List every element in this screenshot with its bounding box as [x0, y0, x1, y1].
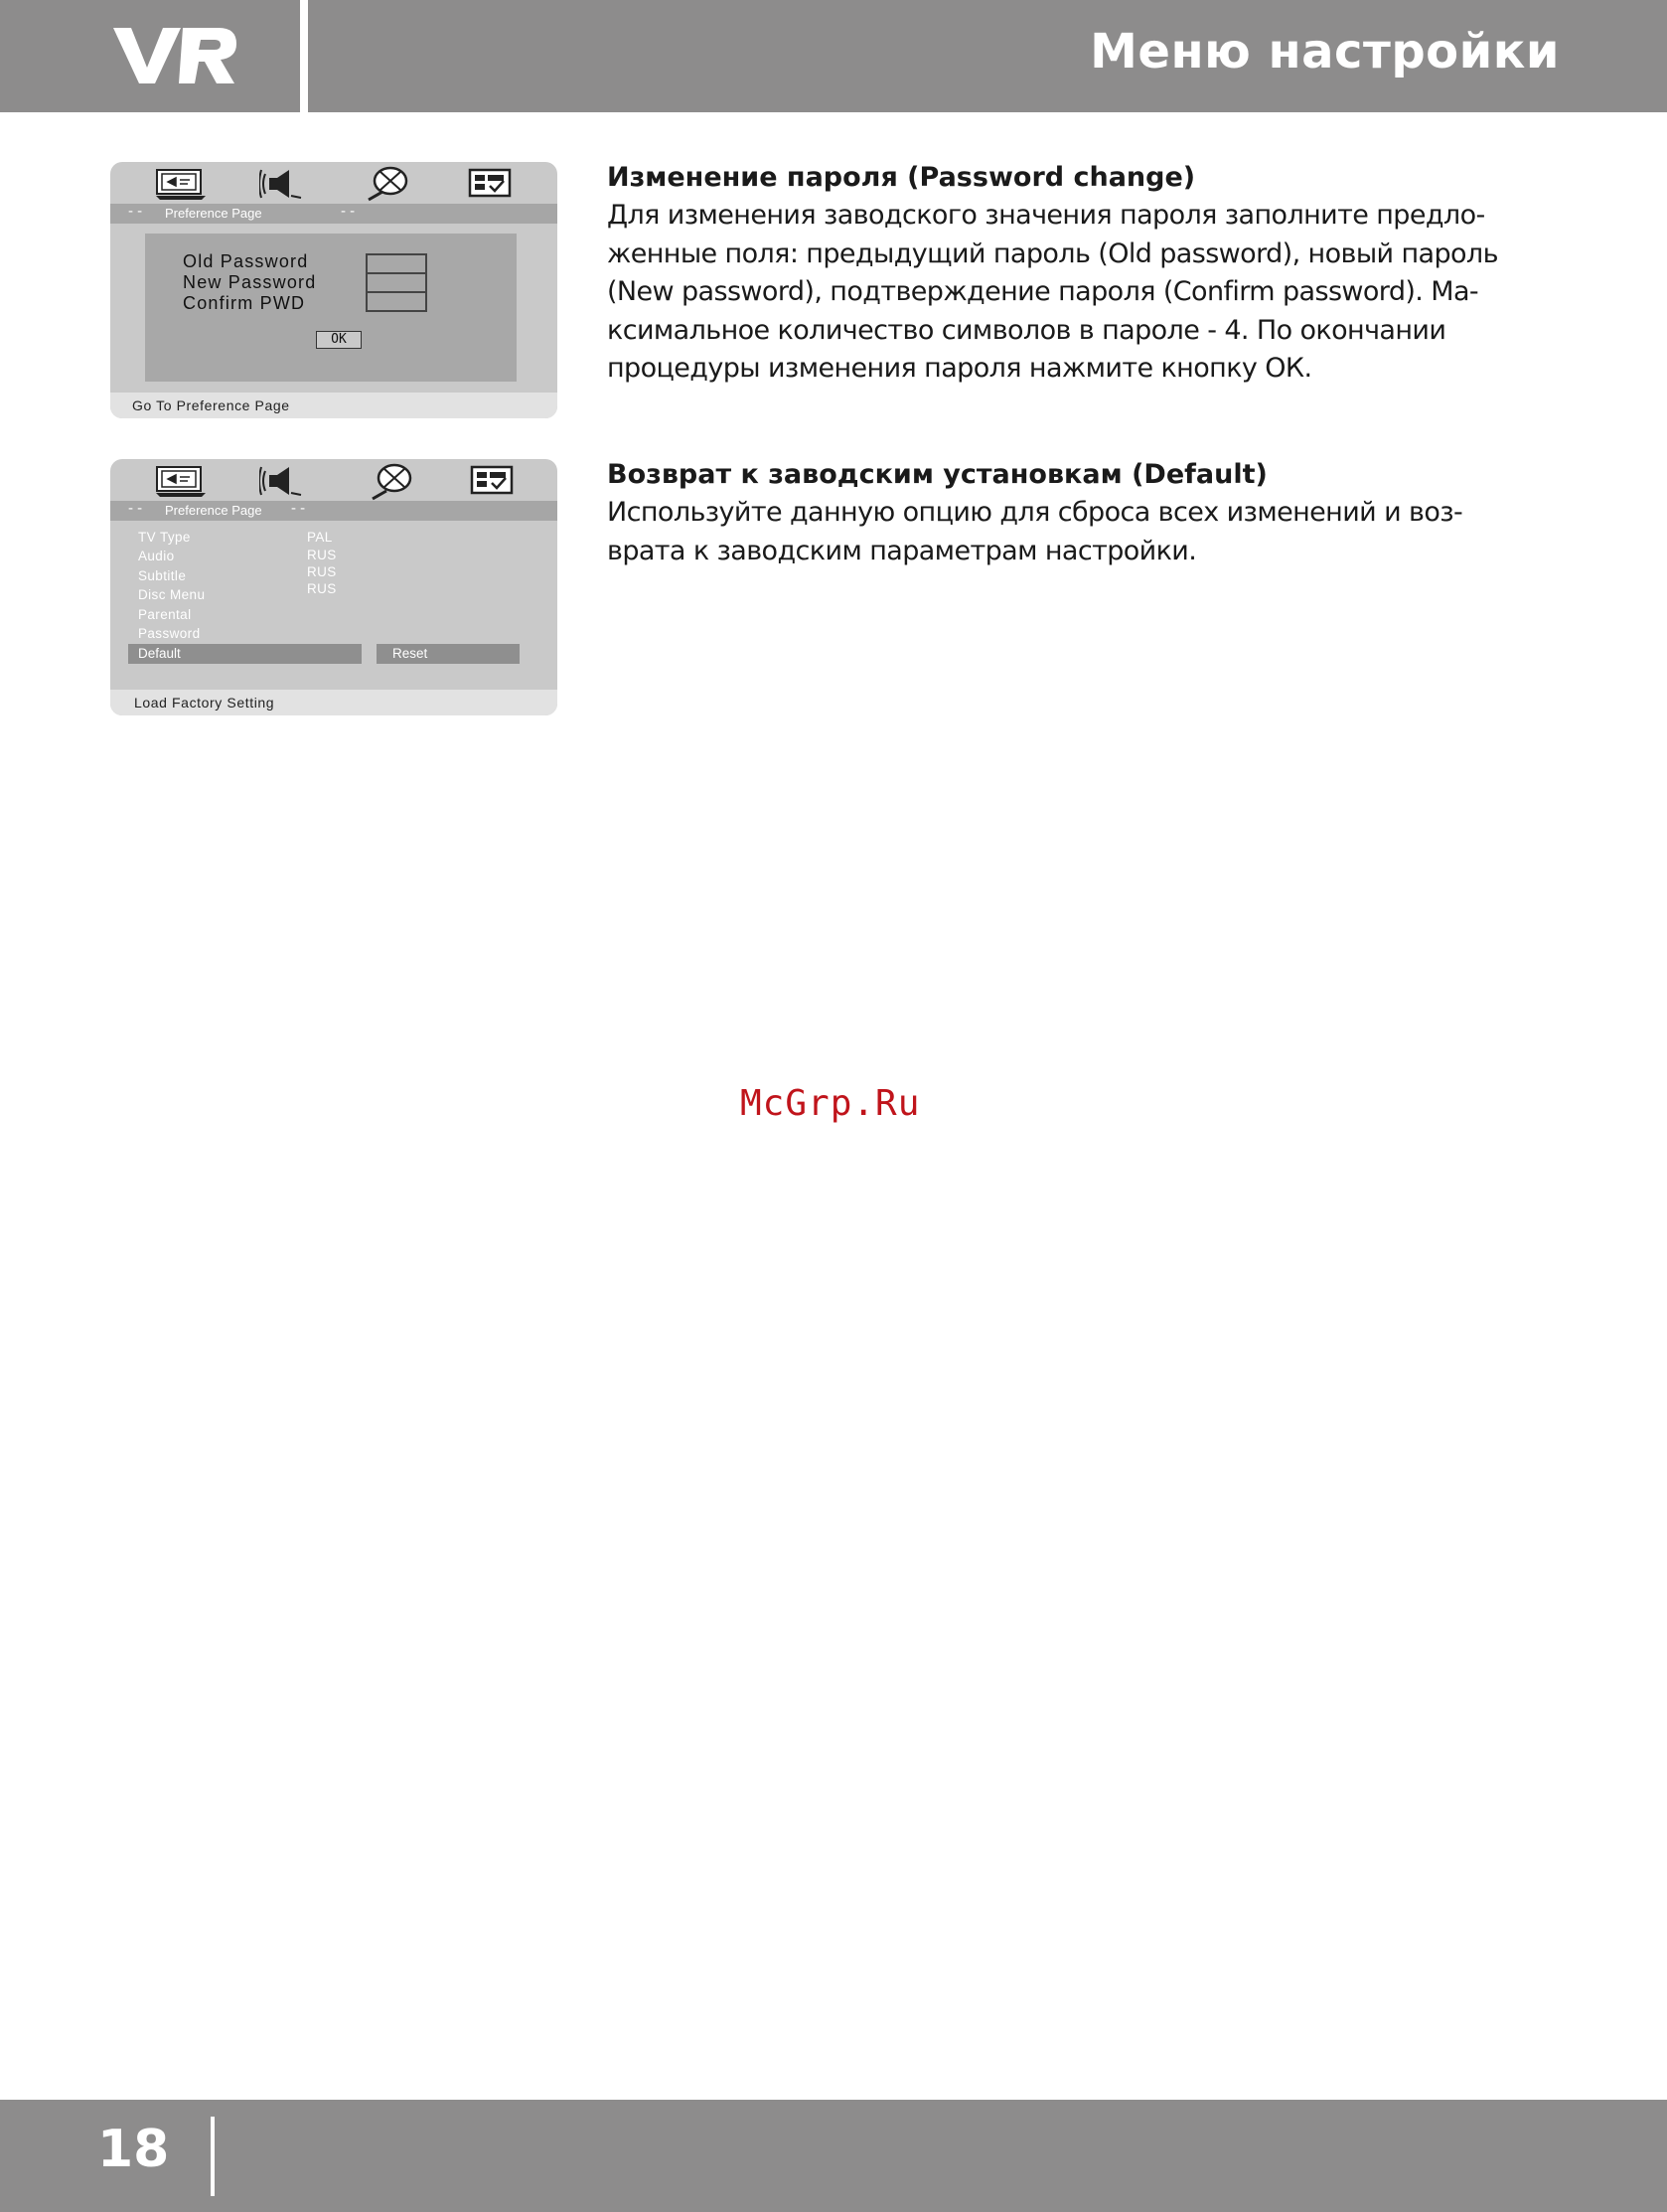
status-text: Load Factory Setting [134, 695, 275, 711]
menu-value-tv-type: PAL [307, 530, 333, 545]
footer-divider [211, 2117, 215, 2196]
disc-setup-icon [371, 463, 418, 501]
new-password-input[interactable] [366, 272, 427, 293]
menu-value-subtitle: RUS [307, 564, 337, 579]
osd-icon-bar [110, 459, 557, 501]
preference-icon [470, 463, 516, 497]
old-password-input[interactable] [366, 253, 427, 274]
osd-icon-bar [110, 162, 557, 204]
body-line: Используйте данную опцию для сброса всех изменений и воз- [607, 497, 1463, 528]
page-title: Меню настройки [1090, 24, 1560, 79]
body-line: врата к заводским параметрам настройки. [607, 535, 1197, 566]
menu-item-password[interactable]: Password [138, 626, 201, 641]
default-section [607, 456, 1531, 570]
password-change-heading: Изменение пароля (Password change) [607, 162, 1196, 193]
status-text: Go To Preference Page [132, 397, 290, 413]
general-setup-icon [154, 166, 210, 200]
password-panel [145, 234, 517, 382]
dashes-left: - - [128, 203, 143, 220]
menu-item-subtitle[interactable]: Subtitle [138, 568, 187, 583]
logo-cell [0, 0, 300, 112]
password-change-body [607, 197, 1531, 389]
confirm-pwd-label: Confirm PWD [183, 293, 306, 313]
disc-setup-icon [367, 166, 414, 202]
reset-button-label: Reset [392, 646, 428, 661]
menu-item-default[interactable] [128, 644, 362, 664]
body-line: женные поля: предыдущий пароль (Old password), новый пароль [607, 237, 1498, 269]
ok-button[interactable]: OK [316, 331, 362, 349]
menu-value-disc-menu: RUS [307, 581, 337, 596]
osd-page-bar [110, 204, 557, 224]
body-line: ксимальное количество символов в пароле - 4. По окончании [607, 314, 1446, 346]
body-line: Для изменения заводского значения пароля заполните предло- [607, 200, 1485, 231]
body-line: процедуры изменения пароля нажмите кнопку ОК. [607, 353, 1312, 384]
osd-page-title: Preference Page [165, 503, 262, 518]
menu-item-disc-menu[interactable]: Disc Menu [138, 587, 206, 602]
page-footer [0, 2100, 1667, 2212]
body-line: (New password), подтверждение пароля (Confirm password). Ма- [607, 276, 1479, 307]
osd-status-bar [110, 690, 557, 715]
dashes-right: - - [291, 500, 306, 517]
menu-item-tv-type[interactable]: TV Type [138, 530, 191, 545]
menu-item-parental[interactable]: Parental [138, 607, 192, 622]
audio-setup-icon [259, 463, 305, 499]
reset-button[interactable] [377, 644, 520, 664]
old-password-label: Old Password [183, 251, 309, 271]
new-password-label: New Password [183, 272, 317, 292]
header-divider [300, 0, 308, 112]
osd-page-bar [110, 501, 557, 521]
osd-default-screen [110, 459, 557, 715]
page-number: 18 [97, 2120, 170, 2179]
dashes-left: - - [128, 500, 143, 517]
dashes-right: - - [341, 203, 356, 220]
confirm-pwd-input[interactable] [366, 291, 427, 312]
default-body [607, 494, 1531, 570]
menu-item-audio[interactable]: Audio [138, 549, 175, 563]
vr-logo [111, 22, 240, 87]
general-setup-icon [154, 463, 210, 497]
osd-page-title: Preference Page [165, 206, 262, 221]
menu-value-audio: RUS [307, 548, 337, 562]
default-heading: Возврат к заводским установкам (Default) [607, 459, 1268, 490]
page-header [0, 0, 1667, 112]
audio-setup-icon [259, 166, 305, 202]
password-change-section [607, 159, 1531, 389]
osd-status-bar [110, 393, 557, 418]
watermark: McGrp.Ru [740, 1083, 921, 1124]
osd-password-screen [110, 162, 557, 418]
preference-icon [468, 166, 514, 200]
menu-item-default-label: Default [138, 646, 181, 661]
